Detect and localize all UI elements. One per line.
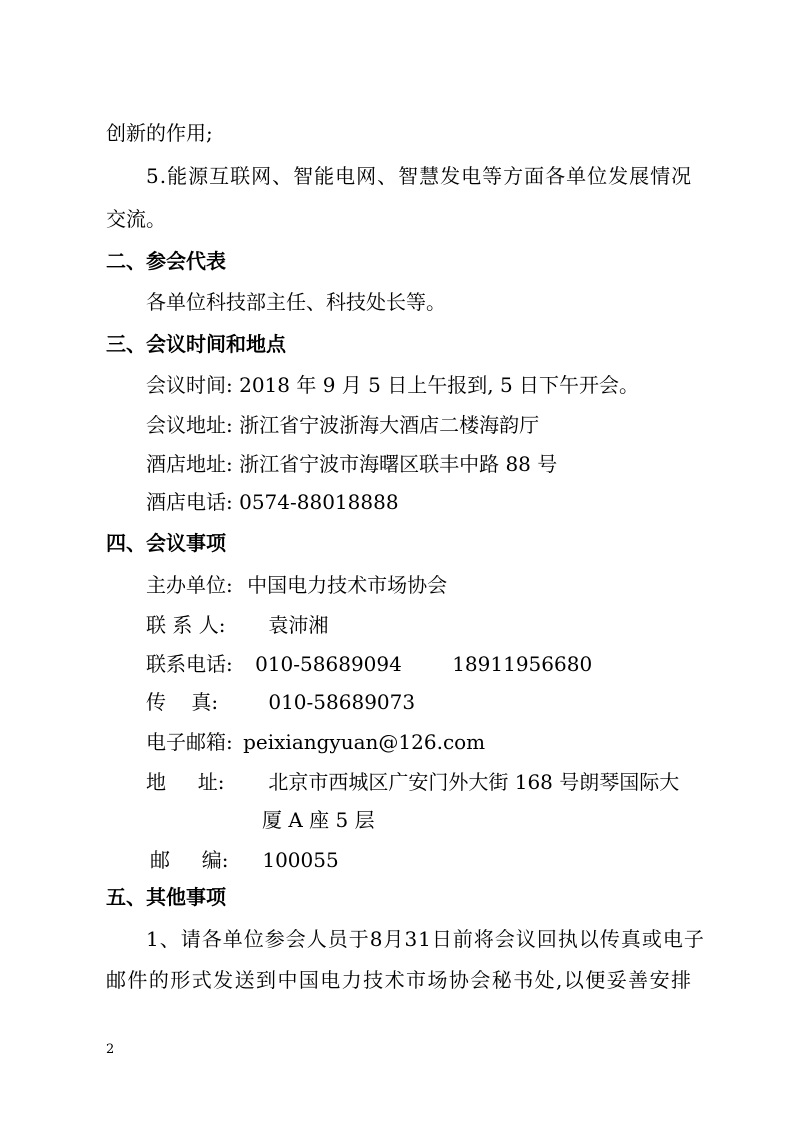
postcode-label: 邮 编: <box>150 848 229 872</box>
section-2-content: 各单位科技部主任、科技处长等。 <box>146 290 446 314</box>
section-5-item1-line2: 邮件的形式发送到中国电力技术市场协会秘书处,以便妥善安排 <box>106 968 692 992</box>
section-5-item1-line1: 1、请各单位参会人员于8月31日前将会议回执以传真或电子 <box>146 927 705 951</box>
postcode-row <box>150 848 339 872</box>
list-item-5-line1: 5.能源互联网、智能电网、智慧发电等方面各单位发展情况 <box>146 164 693 188</box>
email-value: peixiangyuan@126.com <box>243 730 486 754</box>
section-3-heading: 三、会议时间和地点 <box>106 332 286 356</box>
meeting-venue: 会议地址: 浙江省宁波浙海大酒店二楼海韵厅 <box>146 413 540 437</box>
organizer-label: 主办单位: <box>146 573 233 597</box>
section-5-heading: 五、其他事项 <box>106 885 226 909</box>
fax-label: 传 真: <box>146 690 219 714</box>
address-value-line1: 北京市西城区广安门外大街 168 号朗琴国际大 <box>268 770 680 794</box>
address-label: 地 址: <box>146 770 225 794</box>
phone-row <box>146 652 592 676</box>
section-4-heading: 四、会议事项 <box>106 531 226 555</box>
email-label: 电子邮箱: <box>146 730 233 754</box>
organizer-value: 中国电力技术市场协会 <box>247 573 448 597</box>
page-number: 2 <box>106 1042 115 1057</box>
list-item-5-line2: 交流。 <box>106 207 166 231</box>
fax-value: 010-58689073 <box>268 690 416 714</box>
address-row <box>146 770 679 794</box>
hotel-phone: 酒店电话: 0574-88018888 <box>146 490 399 514</box>
hotel-address: 酒店地址: 浙江省宁波市海曙区联丰中路 88 号 <box>146 452 558 476</box>
email-row <box>146 730 485 754</box>
section-2-heading: 二、参会代表 <box>106 249 226 273</box>
meeting-time: 会议时间: 2018 年 9 月 5 日上午报到, 5 日下午开会。 <box>146 373 640 397</box>
contact-label: 联 系 人: <box>146 613 226 637</box>
phone-label: 联系电话: <box>146 652 233 676</box>
body-line: 创新的作用; <box>106 121 213 145</box>
fax-row <box>146 690 415 714</box>
mobile-value: 18911956680 <box>452 652 593 676</box>
organizer-row <box>146 573 447 597</box>
phone-value: 010-58689094 <box>255 652 402 676</box>
contact-value: 袁沛湘 <box>268 613 329 637</box>
address-value-line2: 厦 A 座 5 层 <box>262 808 375 832</box>
postcode-value: 100055 <box>262 848 339 872</box>
contact-row <box>146 613 328 637</box>
